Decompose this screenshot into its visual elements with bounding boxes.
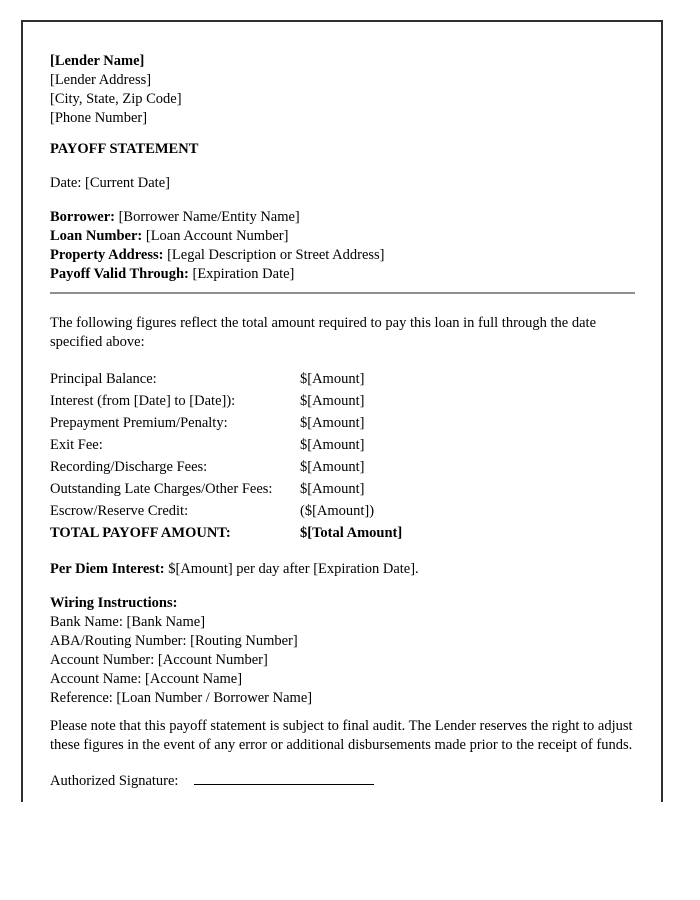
- fee-amount: $[Amount]: [300, 393, 365, 409]
- fee-label: Interest (from [Date] to [Date]):: [50, 393, 236, 409]
- statement-title: PAYOFF STATEMENT: [50, 141, 199, 157]
- borrower-line: [50, 208, 635, 227]
- per-diem-line: [50, 560, 635, 579]
- fee-row-recording: [50, 456, 635, 478]
- signature-line: [50, 770, 635, 791]
- wiring-reference-line: Reference: [Loan Number / Borrower Name]: [50, 690, 313, 706]
- wiring-heading: Wiring Instructions:: [50, 595, 178, 611]
- fee-row-principal: [50, 368, 635, 390]
- fee-row-exit-fee: [50, 434, 635, 456]
- intro-paragraph: The following figures reflect the total amount required to pay this loan in full through the date specified above:: [50, 315, 597, 350]
- lender-phone: [Phone Number]: [50, 110, 148, 126]
- wiring-account-number-line: Account Number: [Account Number]: [50, 652, 268, 668]
- payoff-statement-letter: [21, 20, 663, 802]
- property-address-label: Property Address:: [50, 247, 164, 263]
- loan-number-value: [Loan Account Number]: [145, 228, 289, 244]
- property-address-line: [50, 246, 635, 265]
- fee-amount: $[Amount]: [300, 415, 365, 431]
- date-value: [Current Date]: [85, 175, 170, 191]
- fee-amount: $[Amount]: [300, 459, 365, 475]
- disclaimer-paragraph: Please note that this payoff statement is subject to final audit. The Lender reserves the right to adjust these figures in the event of any error or additional disbursements made prior to the receipt of funds.: [50, 718, 633, 753]
- wiring-routing-line: ABA/Routing Number: [Routing Number]: [50, 633, 298, 649]
- payoff-valid-value: [Expiration Date]: [192, 266, 295, 282]
- lender-city-state-zip: [City, State, Zip Code]: [50, 91, 182, 107]
- fee-amount: $[Amount]: [300, 481, 365, 497]
- fee-row-total-payoff: [50, 522, 635, 544]
- fee-table: [50, 368, 635, 544]
- fee-label: Recording/Discharge Fees:: [50, 459, 208, 475]
- loan-info-block: [50, 208, 635, 284]
- per-diem-label: Per Diem Interest:: [50, 561, 165, 577]
- fee-row-escrow-credit: [50, 500, 635, 522]
- fee-row-interest: [50, 390, 635, 412]
- fee-amount: $[Amount]: [300, 437, 365, 453]
- fee-label: Outstanding Late Charges/Other Fees:: [50, 481, 273, 497]
- date-label: Date:: [50, 175, 82, 191]
- lender-name: [Lender Name]: [50, 53, 145, 69]
- fee-amount: ($[Amount]): [300, 503, 375, 519]
- fee-row-prepayment: [50, 412, 635, 434]
- loan-number-line: [50, 227, 635, 246]
- date-line: [50, 174, 635, 193]
- borrower-value: [Borrower Name/Entity Name]: [118, 209, 300, 225]
- fee-label: Principal Balance:: [50, 371, 157, 387]
- fee-label: Escrow/Reserve Credit:: [50, 503, 189, 519]
- section-divider: [50, 292, 635, 294]
- lender-address: [Lender Address]: [50, 72, 152, 88]
- signature-label: Authorized Signature:: [50, 773, 179, 789]
- payoff-valid-line: [50, 265, 635, 284]
- fee-amount: $[Amount]: [300, 371, 365, 387]
- property-address-value: [Legal Description or Street Address]: [167, 247, 385, 263]
- letterhead: [50, 52, 635, 128]
- loan-number-label: Loan Number:: [50, 228, 143, 244]
- fee-amount: $[Total Amount]: [300, 525, 403, 541]
- fee-label: Prepayment Premium/Penalty:: [50, 415, 228, 431]
- borrower-label: Borrower:: [50, 209, 115, 225]
- wiring-bank-name-line: Bank Name: [Bank Name]: [50, 614, 206, 630]
- letter-content: [23, 22, 661, 791]
- wiring-account-name-line: Account Name: [Account Name]: [50, 671, 243, 687]
- fee-label: TOTAL PAYOFF AMOUNT:: [50, 525, 231, 541]
- fee-label: Exit Fee:: [50, 437, 103, 453]
- payoff-valid-label: Payoff Valid Through:: [50, 266, 189, 282]
- fee-row-late-charges: [50, 478, 635, 500]
- wiring-instructions-block: [50, 594, 635, 708]
- signature-underline: [194, 770, 374, 785]
- per-diem-text: $[Amount] per day after [Expiration Date].: [168, 561, 419, 577]
